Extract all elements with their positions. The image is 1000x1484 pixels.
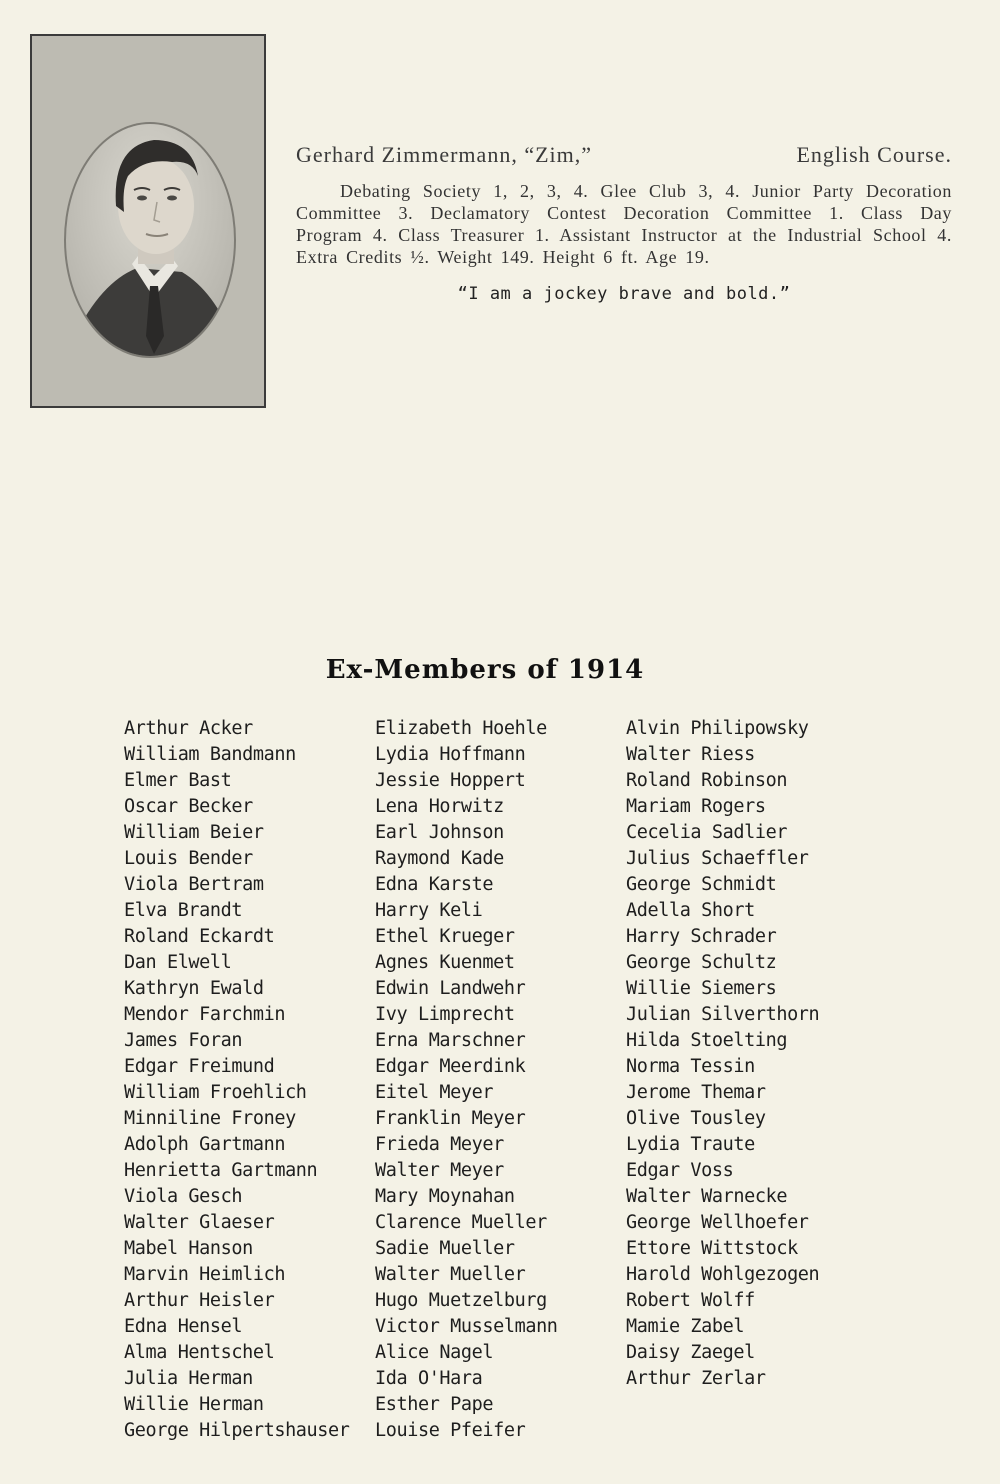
names-column-2 bbox=[375, 716, 626, 1444]
member-name: Willie Herman bbox=[124, 1394, 264, 1415]
member-name: Ivy Limprecht bbox=[375, 1004, 515, 1025]
member-name: Cecelia Sadlier bbox=[626, 822, 788, 843]
member-name: Jessie Hoppert bbox=[375, 770, 526, 791]
member-name: Julia Herman bbox=[124, 1368, 253, 1389]
member-name: Arthur Acker bbox=[124, 718, 253, 739]
member-name: Elizabeth Hoehle bbox=[375, 718, 547, 739]
member-name: Ettore Wittstock bbox=[626, 1238, 798, 1259]
member-name: Arthur Heisler bbox=[124, 1290, 275, 1311]
member-name: Sadie Mueller bbox=[375, 1238, 515, 1259]
member-name: Edwin Landwehr bbox=[375, 978, 526, 999]
member-name: George Schmidt bbox=[626, 874, 777, 895]
member-name: Eitel Meyer bbox=[375, 1082, 494, 1103]
member-name: Walter Glaeser bbox=[124, 1212, 275, 1233]
member-name: Louis Bender bbox=[124, 848, 253, 869]
member-name: Walter Riess bbox=[626, 744, 755, 765]
bio-header bbox=[296, 142, 952, 168]
member-name: Edgar Voss bbox=[626, 1160, 734, 1181]
member-name: Erna Marschner bbox=[375, 1030, 526, 1051]
member-name: Harry Schrader bbox=[626, 926, 777, 947]
member-name: Elva Brandt bbox=[124, 900, 243, 921]
member-name: Adella Short bbox=[626, 900, 755, 921]
member-name: Roland Robinson bbox=[626, 770, 788, 791]
member-name: Willie Siemers bbox=[626, 978, 777, 999]
member-name: Mariam Rogers bbox=[626, 796, 766, 817]
member-name: Arthur Zerlar bbox=[626, 1368, 766, 1389]
member-name: Julius Schaeffler bbox=[626, 848, 809, 869]
member-name: George Wellhoefer bbox=[626, 1212, 809, 1233]
member-name: Alice Nagel bbox=[375, 1342, 494, 1363]
member-name: Edgar Freimund bbox=[124, 1056, 275, 1077]
member-name: Mendor Farchmin bbox=[124, 1004, 286, 1025]
member-name: Julian Silverthorn bbox=[626, 1004, 820, 1025]
member-name: Louise Pfeifer bbox=[375, 1420, 526, 1441]
member-name: Elmer Bast bbox=[124, 770, 232, 791]
names-column-1 bbox=[124, 716, 375, 1444]
member-name: William Beier bbox=[124, 822, 264, 843]
member-name: Esther Pape bbox=[375, 1394, 494, 1415]
member-name: Raymond Kade bbox=[375, 848, 504, 869]
student-quote: “I am a jockey brave and bold.” bbox=[457, 284, 791, 304]
member-name: George Schultz bbox=[626, 952, 777, 973]
member-name: Minniline Froney bbox=[124, 1108, 296, 1129]
member-name: Alvin Philipowsky bbox=[626, 718, 809, 739]
member-name: James Foran bbox=[124, 1030, 243, 1051]
student-activities: Debating Society 1, 2, 3, 4. Glee Club 3, 4. Junior Party Decoration Committee 3. Declamatory Contest Decoration Committee 1. Class Day Program 4. Class Treasurer 1. Assistant Instructor at the Industrial School 4. Extra Credits ½. Weight 149. Height 6 ft. Age 19. bbox=[296, 181, 952, 267]
member-name: Lena Horwitz bbox=[375, 796, 504, 817]
member-name: Clarence Mueller bbox=[375, 1212, 547, 1233]
student-name: Gerhard Zimmermann, “Zim,” bbox=[296, 142, 593, 167]
ex-members-list bbox=[124, 716, 866, 1444]
member-name: Walter Meyer bbox=[375, 1160, 504, 1181]
member-name: Henrietta Gartmann bbox=[124, 1160, 318, 1181]
member-name: Hilda Stoelting bbox=[626, 1030, 788, 1051]
member-name: Adolph Gartmann bbox=[124, 1134, 286, 1155]
member-name: Frieda Meyer bbox=[375, 1134, 504, 1155]
member-name: Walter Warnecke bbox=[626, 1186, 788, 1207]
member-name: Mary Moynahan bbox=[375, 1186, 515, 1207]
member-name: William Froehlich bbox=[124, 1082, 307, 1103]
member-name: Victor Musselmann bbox=[375, 1316, 558, 1337]
member-name: Robert Wolff bbox=[626, 1290, 755, 1311]
member-name: Oscar Becker bbox=[124, 796, 253, 817]
member-name: Hugo Muetzelburg bbox=[375, 1290, 547, 1311]
member-name: Kathryn Ewald bbox=[124, 978, 264, 999]
member-name: Mamie Zabel bbox=[626, 1316, 745, 1337]
member-name: Dan Elwell bbox=[124, 952, 232, 973]
member-name: Harry Keli bbox=[375, 900, 483, 921]
member-name: William Bandmann bbox=[124, 744, 296, 765]
member-name: Viola Gesch bbox=[124, 1186, 243, 1207]
member-name: Walter Mueller bbox=[375, 1264, 526, 1285]
member-name: Earl Johnson bbox=[375, 822, 504, 843]
member-name: Daisy Zaegel bbox=[626, 1342, 755, 1363]
member-name: Edna Karste bbox=[375, 874, 494, 895]
member-name: Marvin Heimlich bbox=[124, 1264, 286, 1285]
member-name: Jerome Themar bbox=[626, 1082, 766, 1103]
member-name: George Hilpertshauser bbox=[124, 1420, 350, 1441]
member-name: Edgar Meerdink bbox=[375, 1056, 526, 1077]
member-name: Ethel Krueger bbox=[375, 926, 515, 947]
names-column-3 bbox=[626, 716, 866, 1444]
portrait-photo bbox=[30, 34, 266, 408]
member-name: Viola Bertram bbox=[124, 874, 264, 895]
member-name: Franklin Meyer bbox=[375, 1108, 526, 1129]
member-name: Norma Tessin bbox=[626, 1056, 755, 1077]
member-name: Ida O'Hara bbox=[375, 1368, 483, 1389]
member-name: Harold Wohlgezogen bbox=[626, 1264, 820, 1285]
member-name: Lydia Hoffmann bbox=[375, 744, 526, 765]
member-name: Olive Tousley bbox=[626, 1108, 766, 1129]
student-course: English Course. bbox=[796, 142, 952, 167]
portrait-image bbox=[32, 36, 264, 406]
member-name: Mabel Hanson bbox=[124, 1238, 253, 1259]
member-name: Lydia Traute bbox=[626, 1134, 755, 1155]
student-bio bbox=[296, 142, 952, 304]
member-name: Alma Hentschel bbox=[124, 1342, 275, 1363]
member-name: Edna Hensel bbox=[124, 1316, 243, 1337]
member-name: Roland Eckardt bbox=[124, 926, 275, 947]
member-name: Agnes Kuenmet bbox=[375, 952, 515, 973]
ex-members-title: Ex-Members of 1914 bbox=[325, 655, 645, 685]
